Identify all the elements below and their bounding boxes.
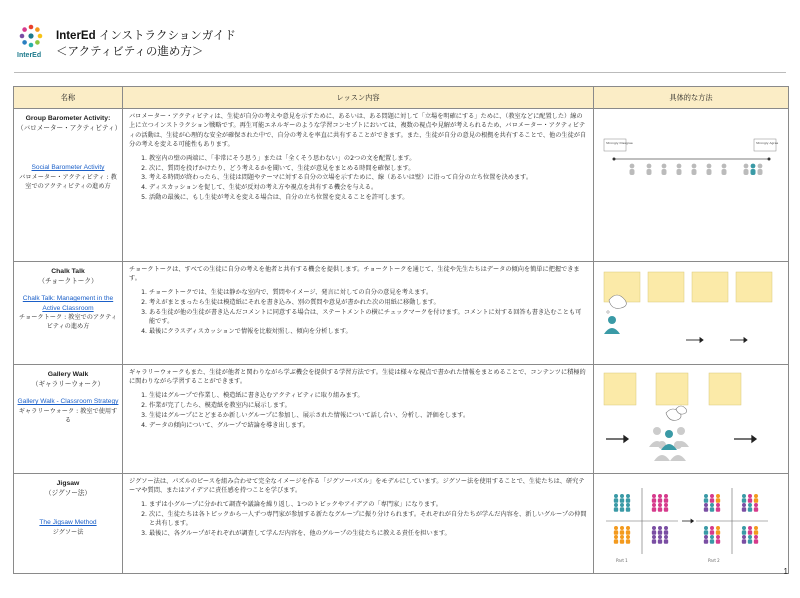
person-body xyxy=(620,498,624,503)
person-icon xyxy=(614,526,618,530)
list-item: 4. データの傾向について、グループで結論を導き出します。 xyxy=(149,421,587,430)
person-icon xyxy=(754,535,758,539)
person-icon xyxy=(710,526,714,530)
column-header-content: レッスン内容 xyxy=(123,87,594,109)
barometer-illustration xyxy=(594,109,789,257)
person-body xyxy=(710,498,714,503)
person-body xyxy=(716,539,720,544)
person-body xyxy=(652,498,656,503)
person-body xyxy=(664,507,668,512)
list-item: 2. 作業が完了したら、模造紙を教室内に展示します。 xyxy=(149,401,587,410)
title-en: InterEd xyxy=(56,30,96,42)
person-icon xyxy=(748,535,752,539)
person-body xyxy=(742,530,746,535)
person-icon xyxy=(664,535,668,539)
part-1-label: Part 1 xyxy=(616,558,628,563)
person-body xyxy=(620,507,624,512)
person-body xyxy=(704,539,708,544)
person-icon xyxy=(620,494,624,498)
person-icon xyxy=(716,494,720,498)
person-body xyxy=(658,530,662,535)
person-body xyxy=(652,539,656,544)
activity-link-description: ギャラリーウォーク : 教室で使用する xyxy=(18,407,118,424)
table-row xyxy=(14,109,789,262)
method-illustration-cell xyxy=(594,262,789,365)
activity-name-jp: （ジグソー法） xyxy=(44,488,92,497)
person-icon xyxy=(652,535,656,539)
person-body xyxy=(748,507,752,512)
table-row xyxy=(14,365,789,474)
person-icon xyxy=(710,535,714,539)
person-icon xyxy=(658,526,662,530)
person-body xyxy=(742,539,746,544)
person-body xyxy=(652,530,656,535)
activity-name-cell xyxy=(14,365,123,474)
person-icon xyxy=(658,503,662,507)
activity-content-cell xyxy=(123,474,594,574)
person-body xyxy=(748,498,752,503)
method-illustration-cell xyxy=(594,474,789,574)
person-body xyxy=(710,507,714,512)
table-row xyxy=(14,474,789,574)
activity-resource-link[interactable]: Social Barometer Activity xyxy=(31,164,105,171)
person-icon xyxy=(716,503,720,507)
person-icon xyxy=(748,503,752,507)
list-item: 2. 次に、質問を投げかけたり、どう考えるかを聞いて、生徒が意見をまとめる時間を確保します。 xyxy=(149,164,587,173)
person-icon xyxy=(620,535,624,539)
person-icon xyxy=(748,526,752,530)
strongly-disagree-label: Strongly Disagree xyxy=(606,141,633,145)
activity-table xyxy=(13,86,789,574)
page-number: 1 xyxy=(783,567,788,576)
person-body xyxy=(716,507,720,512)
activity-steps xyxy=(137,500,587,539)
method-illustration-cell xyxy=(594,365,789,474)
activity-steps xyxy=(137,391,587,430)
person-icon xyxy=(664,526,668,530)
person-icon xyxy=(704,535,708,539)
activity-name-en: Group Barometer Activity: xyxy=(25,115,111,122)
person-icon xyxy=(716,535,720,539)
person-icon xyxy=(620,526,624,530)
person-body xyxy=(754,507,758,512)
activity-name-en: Gallery Walk xyxy=(47,371,89,378)
list-item: 3. 生徒はグループにとどまるか新しいグループに参加し、展示された情報について話し合い、分析し、評価をします。 xyxy=(149,411,587,420)
activity-name-cell xyxy=(14,262,123,365)
jigsaw-illustration xyxy=(594,474,789,569)
list-item: 4. 最後にクラスディスカッションで情報を比較対照し、傾向を分析します。 xyxy=(149,327,587,336)
person-body xyxy=(704,530,708,535)
person-icon xyxy=(652,526,656,530)
person-body xyxy=(710,530,714,535)
person-body xyxy=(754,539,758,544)
person-body xyxy=(620,539,624,544)
person-icon xyxy=(620,503,624,507)
activity-name-cell xyxy=(14,109,123,262)
list-item: 1. 教室内の壁の両端に、「非常にそう思う」または「全くそう思わない」の2つの文を配置します。 xyxy=(149,154,587,163)
method-illustration-cell xyxy=(594,109,789,262)
logo-text: InterEd xyxy=(17,52,42,59)
person-icon xyxy=(658,494,662,498)
activity-name-jp: （チョークトーク） xyxy=(38,276,98,285)
person-icon xyxy=(742,503,746,507)
activity-content-cell xyxy=(123,262,594,365)
table-header-row xyxy=(14,87,789,109)
person-icon xyxy=(652,503,656,507)
person-icon xyxy=(626,503,630,507)
person-body xyxy=(664,530,668,535)
person-body xyxy=(710,539,714,544)
activity-intro: ギャラリーウォークもまた、生徒が他者と関わりながら学ぶ機会を提供する学習方法です。生徒は様々な視点で書かれた情報をまとめることで、コンテンツに積極的に関わりながら学習することができます。 xyxy=(129,369,586,386)
person-icon xyxy=(742,526,746,530)
activity-resource-link[interactable]: Chalk Talk: Management in the Active Classroom xyxy=(22,295,114,312)
document-title xyxy=(56,28,236,44)
person-body xyxy=(658,498,662,503)
person-body xyxy=(716,498,720,503)
list-item: 1. まずは小グループに分かれて調査や議論を繰り返し、1つのトピックやアイデアの「専門家」になります。 xyxy=(149,500,587,509)
person-body xyxy=(614,498,618,503)
person-icon xyxy=(626,526,630,530)
person-body xyxy=(626,539,630,544)
person-icon xyxy=(754,503,758,507)
person-body xyxy=(664,539,668,544)
person-icon xyxy=(614,494,618,498)
person-body xyxy=(748,539,752,544)
title-jp: インストラクションガイド xyxy=(95,30,236,42)
activity-resource-link[interactable]: The Jigsaw Method xyxy=(39,519,97,526)
list-item: 2. 次に、生徒たちは各トピックから一人ずつ専門家が参加する新たなグループに振り分けられます。それぞれが自分たちが学んだ内容を、新しいグループの仲間と共有します。 xyxy=(149,510,587,529)
person-body xyxy=(614,539,618,544)
list-item: 3. 最後に、各グループがそれぞれが調査して学んだ内容を、他のグループの生徒たちに教える責任を担います。 xyxy=(149,529,587,538)
person-icon xyxy=(710,494,714,498)
list-item: 5. 活動の最後に、もし生徒が考えを変える場合は、自分の立ち位置を変えることを許可します。 xyxy=(149,193,587,202)
person-body xyxy=(614,530,618,535)
person-body xyxy=(716,530,720,535)
person-icon xyxy=(704,503,708,507)
chalk-talk-illustration xyxy=(594,262,789,360)
header-divider xyxy=(14,72,786,73)
activity-intro: バロメーター・アクティビティは、生徒が自分の考えや意見を示すために、あるいは、ある問題に対して「立場を明確にする」ために、（教室などに配置した）線の上に立つインストラクション戦略です。再生可能エネルギーのような学習コンセプトにおいては、複数の視点や見解が考えられるため、バロメーター・アクティビティの活動は、生徒が心理的な安全が確保された中で、自分の考えを率直に共有することができます。また、生徒が自分の意見の根拠を共有することで、他の生徒が自分の考えを変える可能性もあります。 xyxy=(129,113,587,149)
person-icon xyxy=(664,503,668,507)
person-body xyxy=(704,507,708,512)
person-icon xyxy=(614,535,618,539)
activity-name-jp: （ギャラリーウォーク） xyxy=(31,379,105,388)
activity-name-en: Chalk Talk xyxy=(51,268,85,275)
activity-content-cell xyxy=(123,365,594,474)
table-row xyxy=(14,262,789,365)
document-header xyxy=(14,22,714,66)
person-icon xyxy=(716,526,720,530)
person-icon xyxy=(742,535,746,539)
person-icon xyxy=(704,494,708,498)
person-icon xyxy=(742,494,746,498)
person-icon xyxy=(748,494,752,498)
person-icon xyxy=(614,503,618,507)
strongly-agree-label: Strongly Agree xyxy=(756,141,779,145)
column-header-name: 名称 xyxy=(14,87,123,109)
activity-content-cell xyxy=(123,109,594,262)
person-body xyxy=(626,498,630,503)
person-body xyxy=(748,530,752,535)
person-body xyxy=(626,507,630,512)
person-icon xyxy=(704,526,708,530)
person-body xyxy=(704,498,708,503)
person-body xyxy=(754,498,758,503)
activity-name-jp: （バロメーター・アクティビティ） xyxy=(17,123,122,132)
activity-steps xyxy=(137,288,587,337)
activity-resource-link[interactable]: Gallery Walk - Classroom Strategy xyxy=(17,398,119,405)
column-header-method: 具体的な方法 xyxy=(594,87,789,109)
person-body xyxy=(652,507,656,512)
person-body xyxy=(664,498,668,503)
person-icon xyxy=(626,494,630,498)
list-item: 3. ある生徒が他の生徒が書き込んだコメントに同意する場合は、ステートメントの横にチェックマークを付けます。コメントに対する回答も書き込むことも可能です。 xyxy=(149,308,587,327)
document-subtitle: ＜アクティビティの進め方＞ xyxy=(56,46,204,58)
activity-steps xyxy=(137,154,587,203)
activity-link-description: チョークトーク : 教室でのアクティビティの進め方 xyxy=(19,314,117,330)
person-body xyxy=(614,507,618,512)
activity-link-description: ジグソー法 xyxy=(52,528,84,536)
person-icon xyxy=(710,503,714,507)
person-body xyxy=(658,507,662,512)
person-icon xyxy=(652,494,656,498)
person-body xyxy=(742,498,746,503)
activity-name-cell xyxy=(14,474,123,574)
activity-intro: ジグソー法は、パズルのピースを組み合わせて完全なイメージを作る「ジグソーパズル」をモデルにしています。ジグソー法を使用することで、生徒たちは、研究テーマや質問、またはアイデアに責任感を持つことを学びます。 xyxy=(129,478,585,495)
person-icon xyxy=(664,494,668,498)
list-item: 3. 考える時間が終わったら、生徒は問題やテーマに対する自分の立場を示すために、線（あるいは壁）に沿って自分の立ち位置を決めます。 xyxy=(149,173,587,182)
person-body xyxy=(658,539,662,544)
list-item: 2. 考えがまとまったら生徒は模造紙にそれを書き込み、別の質問や意見が書かれた次の用紙に移動します。 xyxy=(149,298,587,307)
person-icon xyxy=(626,535,630,539)
title-block xyxy=(56,28,236,60)
part-2-label: Part 2 xyxy=(708,558,720,563)
activity-name-en: Jigsaw xyxy=(56,480,80,487)
activity-link-description: バロメーター・アクティビティ : 教室でのアクティビティの進め方 xyxy=(19,173,117,190)
person-icon xyxy=(754,526,758,530)
person-body xyxy=(742,507,746,512)
person-body xyxy=(754,530,758,535)
person-body xyxy=(620,530,624,535)
activity-intro: チョークトークは、すべての生徒に自分の考えを他者と共有する機会を提供します。チョークトークを通じて、生徒や先生たちはデータの傾向を簡単に把握できます。 xyxy=(129,266,580,283)
list-item: 1. チョークトークでは、生徒は静かな室内で、質問やイメージ、発言に対しての自分の意見を考えます。 xyxy=(149,288,587,297)
list-item: 4. ディスカッションを促して、生徒が反対の考え方や視点を共有する機会を与える。 xyxy=(149,183,587,192)
gallery-walk-illustration xyxy=(594,365,789,469)
person-icon xyxy=(658,535,662,539)
list-item: 1. 生徒はグループで作業し、模造紙に書き込むアクティビティに取り組みます。 xyxy=(149,391,587,400)
person-body xyxy=(626,530,630,535)
intered-logo xyxy=(16,22,46,64)
person-icon xyxy=(754,494,758,498)
